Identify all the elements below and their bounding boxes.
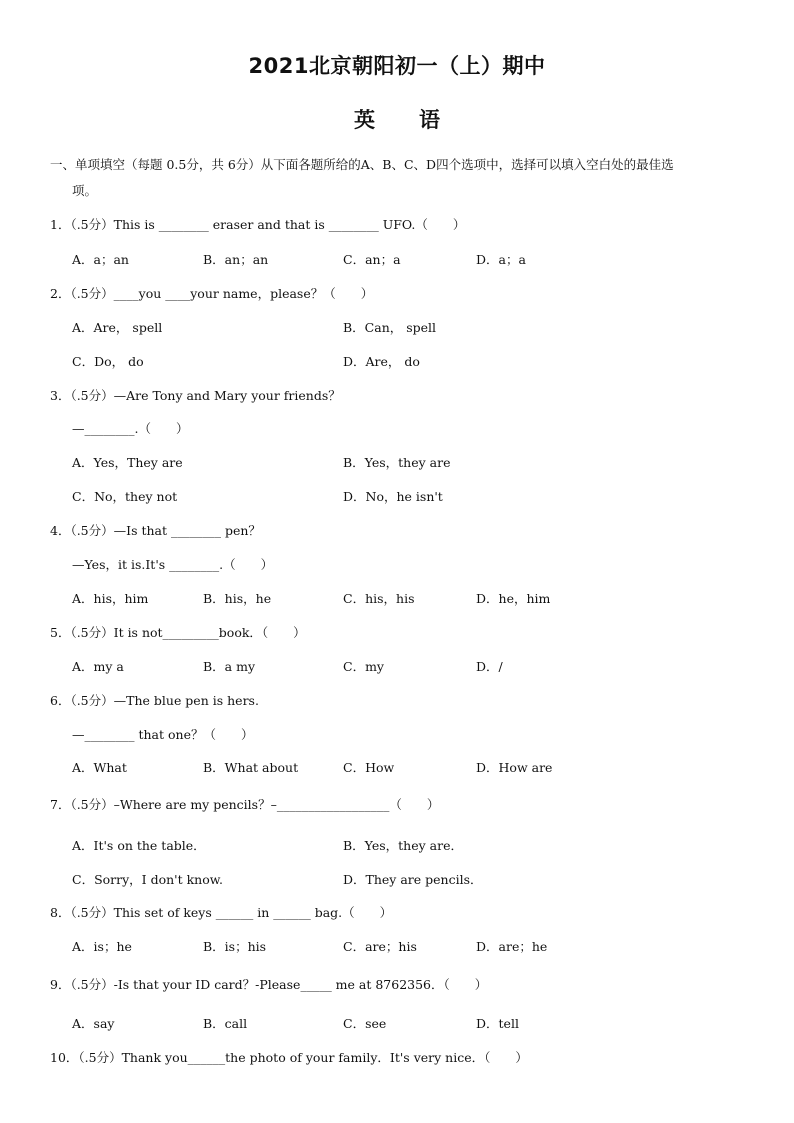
option: B．Yes，they are	[343, 455, 451, 470]
question-stem: 6．（.5分）—The blue pen is hers.	[50, 693, 259, 708]
option: B．call	[203, 1016, 248, 1031]
subject-heading	[0, 104, 794, 134]
option: C．How	[343, 760, 395, 775]
option: D．How are	[476, 760, 553, 775]
question-stem: 2．（.5分）____you ____your name，please？（ ）	[50, 286, 374, 301]
option: B．is；his	[203, 939, 267, 954]
question-sub: —________ that one？（ ）	[72, 727, 254, 742]
option: C．an；a	[343, 252, 401, 267]
subject-char: 语	[419, 108, 440, 132]
option: D．No，he isn't	[343, 489, 443, 504]
option: D．a；a	[476, 252, 526, 267]
option: A．What	[72, 760, 127, 775]
option: A．It's on the table．	[72, 838, 206, 853]
question-stem: 10．（.5分）Thank you______the photo of your family．It's very nice．（ ）	[50, 1050, 528, 1065]
option: D．/	[476, 659, 503, 674]
option: B．Can， spell	[343, 320, 437, 335]
option: C．my	[343, 659, 384, 674]
question-stem: 9．（.5分）-Is that your ID card？-Please_____ me at 8762356．（ ）	[50, 977, 488, 992]
option: B．a my	[203, 659, 256, 674]
option: A．Are， spell	[72, 320, 163, 335]
question-stem: 7．（.5分）–Where are my pencils？–__________________（ ）	[50, 797, 440, 812]
question-stem: 5．（.5分）It is not_________book．（ ）	[50, 625, 306, 640]
option: D．are；he	[476, 939, 548, 954]
option: A．say	[72, 1016, 115, 1031]
option: A．Yes，They are	[72, 455, 183, 470]
option: A．is；he	[72, 939, 132, 954]
option: B．his，he	[203, 591, 272, 606]
option: B．an；an	[203, 252, 269, 267]
question-stem: 4．（.5分）—Is that ________ pen？	[50, 523, 261, 538]
option: A．my a	[72, 659, 124, 674]
question-stem: 1．（.5分）This is ________ eraser and that is ________ UFO.（ ）	[50, 217, 466, 232]
option: D．tell	[476, 1016, 519, 1031]
option: C．Sorry，I don't know.	[72, 872, 223, 887]
option: D．he，him	[476, 591, 551, 606]
option: B．What about	[203, 760, 299, 775]
option: A．his，him	[72, 591, 149, 606]
question-stem: 8．（.5分）This set of keys ______ in ______ bag.（ ）	[50, 905, 393, 920]
option: C．see	[343, 1016, 387, 1031]
option: C．his，his	[343, 591, 415, 606]
exam-title: 2021北京朝阳初一（上）期中	[248, 54, 546, 78]
option: C．No，they not	[72, 489, 178, 504]
subject-char: 英	[354, 108, 375, 132]
question-stem: 3．（.5分）—Are Tony and Mary your friends？	[50, 388, 341, 403]
option: C．are；his	[343, 939, 417, 954]
question-sub: —________.（ ）	[72, 421, 189, 436]
section-instruction-cont: 项。	[72, 183, 98, 198]
option: C．Do， do	[72, 354, 144, 369]
option: B．Yes，they are．	[343, 838, 463, 853]
option: D．Are， do	[343, 354, 420, 369]
question-sub: —Yes，it is.It's ________.（ ）	[72, 557, 274, 572]
option: A．a；an	[72, 252, 129, 267]
option: D．They are pencils．	[343, 872, 483, 887]
section-instruction: 一、单项填空（每题 0.5分，共 6分）从下面各题所给的A、B、C、D四个选项中，选择可以填入空白处的最佳选	[50, 157, 674, 172]
